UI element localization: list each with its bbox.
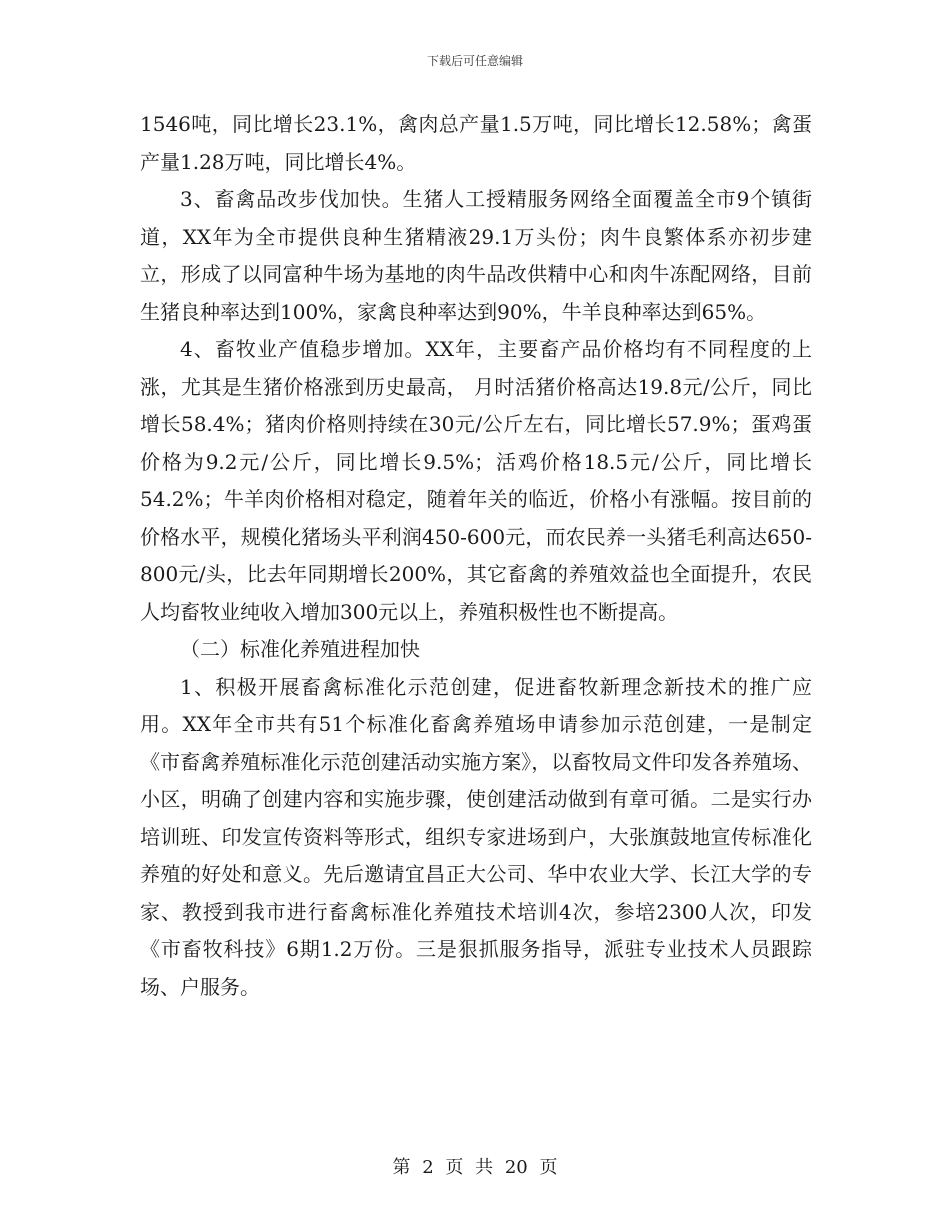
- paragraph-demonstration-creation: 1、积极开展畜禽标准化示范创建，促进畜牧新理念新技术的推广应用。XX年全市共有51个标准化畜禽养殖场申请参加示范创建，一是制定《市畜禽养殖标准化示范创建活动实施方案》，以畜牧局文件印发各养殖场、小区，明确了创建内容和实施步骤，使创建活动做到有章可循。二是实行办培训班、印发宣传资料等形式，组织专家进场到户，大张旗鼓地宣传标准化养殖的好处和意义。先后邀请宜昌正大公司、华中农业大学、长江大学的专家、教授到我市进行畜禽标准化养殖技术培训4次，参培2300人次，印发《市畜牧科技》6期1.2万份。三是狠抓服务指导，派驻专业技术人员跟踪场、户服务。: [140, 674, 812, 999]
- page-header: 下载后可任意编辑: [426, 54, 523, 68]
- paragraph-output-value: 4、畜牧业产值稳步增加。XX年，主要畜产品价格均有不同程度的上涨，尤其是生猪价格涨到历史最高， 月时活猪价格高达19.8元/公斤，同比增长58.4%；猪肉价格则持续在30元/公斤左右，同比增长57.9%；蛋鸡蛋价格为9.2元/公斤，同比增长9.5%；活鸡价格18.5元/公斤，同比增长54.2%；牛羊肉价格相对稳定，随着年关的临近，价格小有涨幅。按目前的价格水平，规模化猪场头平利润450-600元，而农民养一头猪毛利高达650-800元/头，比去年同期增长200%，其它畜禽的养殖效益也全面提升，农民人均畜牧业纯收入增加300元以上，养殖积极性也不断提高。: [140, 337, 812, 624]
- document-body: [140, 106, 812, 1006]
- section-heading-standardization: （二）标准化养殖进程加快: [180, 637, 420, 661]
- paragraph-breed-improvement: 3、畜禽品改步伐加快。生猪人工授精服务网络全面覆盖全市9个镇街道，XX年为全市提供良种生猪精液29.1万头份；肉牛良繁体系亦初步建立，形成了以同富种牛场为基地的肉牛品改供精中心和肉牛冻配网络，目前生猪良种率达到100%，家禽良种率达到90%，牛羊良种率达到65%。: [140, 187, 812, 324]
- page-footer: 第 2 页 共 20 页: [392, 1157, 558, 1178]
- paragraph-continued-poultry-output: 1546吨，同比增长23.1%，禽肉总产量1.5万吨，同比增长12.58%；禽蛋产量1.28万吨，同比增长4%。: [140, 112, 812, 174]
